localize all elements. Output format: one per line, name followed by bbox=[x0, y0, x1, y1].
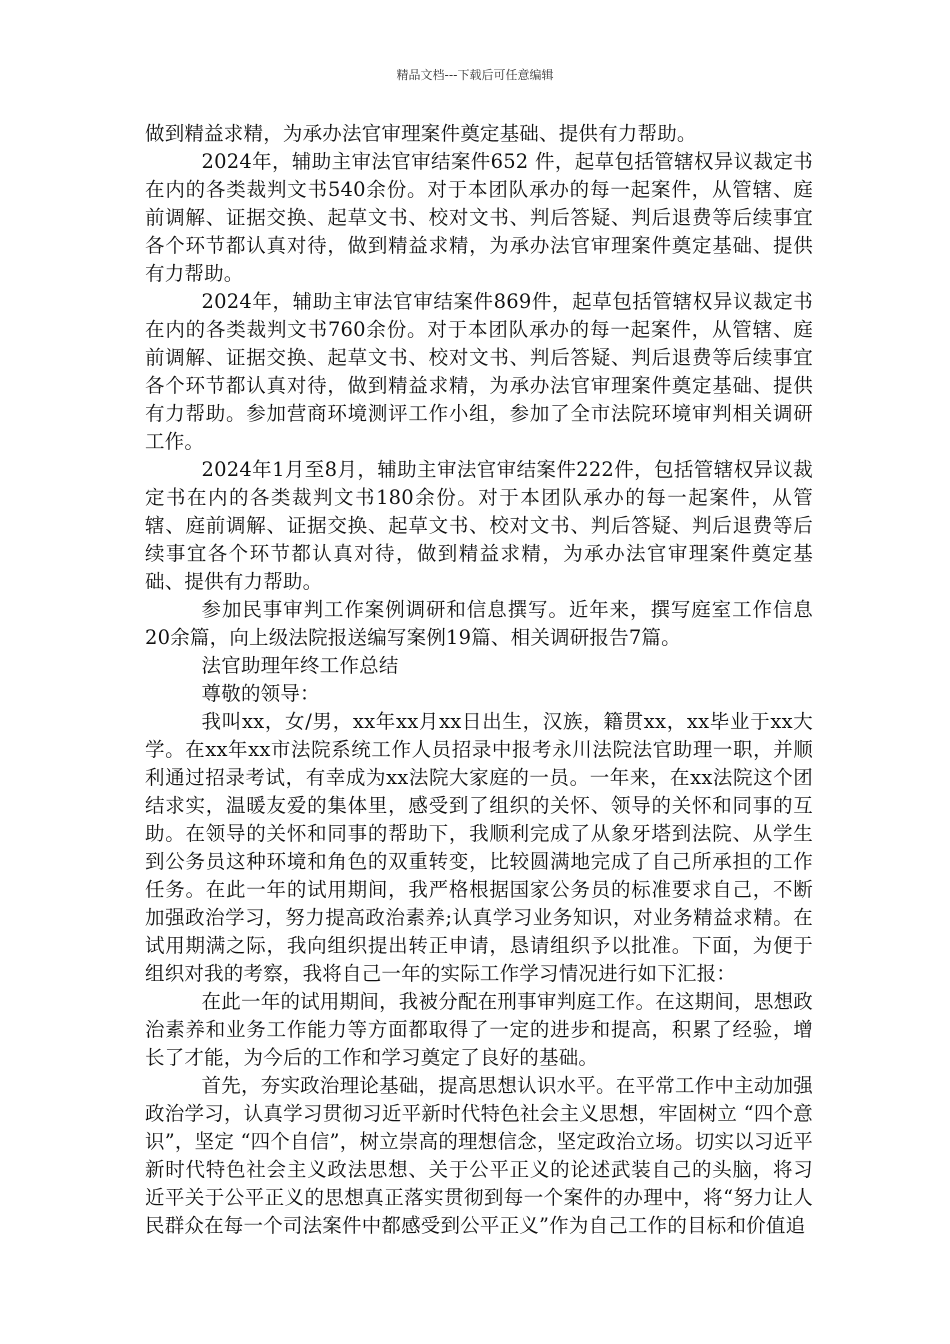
page-header: 精品文档---下载后可任意编辑 bbox=[396, 68, 554, 82]
paragraph: 2024年1月至8月，辅助主审法官审结案件222件，包括管辖权异议裁定书在内的各类裁判文书180余份。对于本团队承办的每一起案件，从管辖、庭前调解、证据交换、起草文书、校对文书、判后答疑、判后退费等后续事宜各个环节都认真对待，做到精益求精，为承办法官审理案件奠定基础、提供有力帮助。 bbox=[145, 458, 813, 593]
paragraph: 首先，夯实政治理论基础，提高思想认识水平。在平常工作中主动加强政治学习，认真学习贯彻习近平新时代特色社会主义思想，牢固树立 “四个意识”，坚定 “四个自信”，树立崇高的理想信念，坚定政治立场。切实以习近平新时代特色社会主义政法思想、关于公平正义的论述武装自己的头脑，将习近平关于公平正义的思想真正落实贯彻到每一个案件的办理中，将“努力让人民群众在每一个司法案件中都感受到公平正义”作为自己工作的目标和价值追 bbox=[145, 1074, 813, 1237]
paragraph: 2024年，辅助主审法官审结案件652 件，起草包括管辖权异议裁定书在内的各类裁判文书540余份。对于本团队承办的每一起案件，从管辖、庭前调解、证据交换、起草文书、校对文书、判后答疑、判后退费等后续事宜各个环节都认真对待，做到精益求精，为承办法官审理案件奠定基础、提供有力帮助。 bbox=[145, 150, 813, 285]
paragraph: 在此一年的试用期间，我被分配在刑事审判庭工作。在这期间，思想政治素养和业务工作能力等方面都取得了一定的进步和提高，积累了经验，增长了才能，为今后的工作和学习奠定了良好的基础。 bbox=[145, 990, 813, 1069]
salutation: 尊敬的领导： bbox=[201, 682, 320, 705]
section-title: 法官助理年终工作总结 bbox=[201, 654, 399, 677]
paragraph: 做到精益求精，为承办法官审理案件奠定基础、提供有力帮助。 bbox=[145, 122, 697, 145]
paragraph: 2024年，辅助主审法官审结案件869件，起草包括管辖权异议裁定书在内的各类裁判文书760余份。对于本团队承办的每一起案件，从管辖、庭前调解、证据交换、起草文书、校对文书、判后答疑、判后退费等后续事宜各个环节都认真对待，做到精益求精，为承办法官审理案件奠定基础、提供有力帮助。参加营商环境测评工作小组，参加了全市法院环境审判相关调研工作。 bbox=[145, 290, 813, 453]
paragraph: 我叫xx，女/男，xx年xx月xx日出生，汉族，籍贯xx，xx毕业于xx大学。在xx年xx市法院系统工作人员招录中报考永川法院法官助理一职，并顺利通过招录考试，有幸成为xx法院大家庭的一员。一年来，在xx法院这个团结求实，温暖友爱的集体里，感受到了组织的关怀、领导的关怀和同事的互助。在领导的关怀和同事的帮助下，我顺利完成了从象牙塔到法院、从学生到公务员这种环境和角色的双重转变，比较圆满地完成了自己所承担的工作任务。在此一年的试用期间，我严格根据国家公务员的标准要求自己，不断加强政治学习，努力提高政治素养;认真学习业务知识，对业务精益求精。在试用期满之际，我向组织提出转正申请，恳请组织予以批准。下面，为便于组织对我的考察，我将自己一年的实际工作学习情况进行如下汇报： bbox=[145, 710, 813, 985]
paragraph: 参加民事审判工作案例调研和信息撰写。近年来，撰写庭室工作信息20余篇，向上级法院报送编写案例19篇、相关调研报告7篇。 bbox=[145, 598, 813, 649]
document-body bbox=[145, 120, 813, 1240]
